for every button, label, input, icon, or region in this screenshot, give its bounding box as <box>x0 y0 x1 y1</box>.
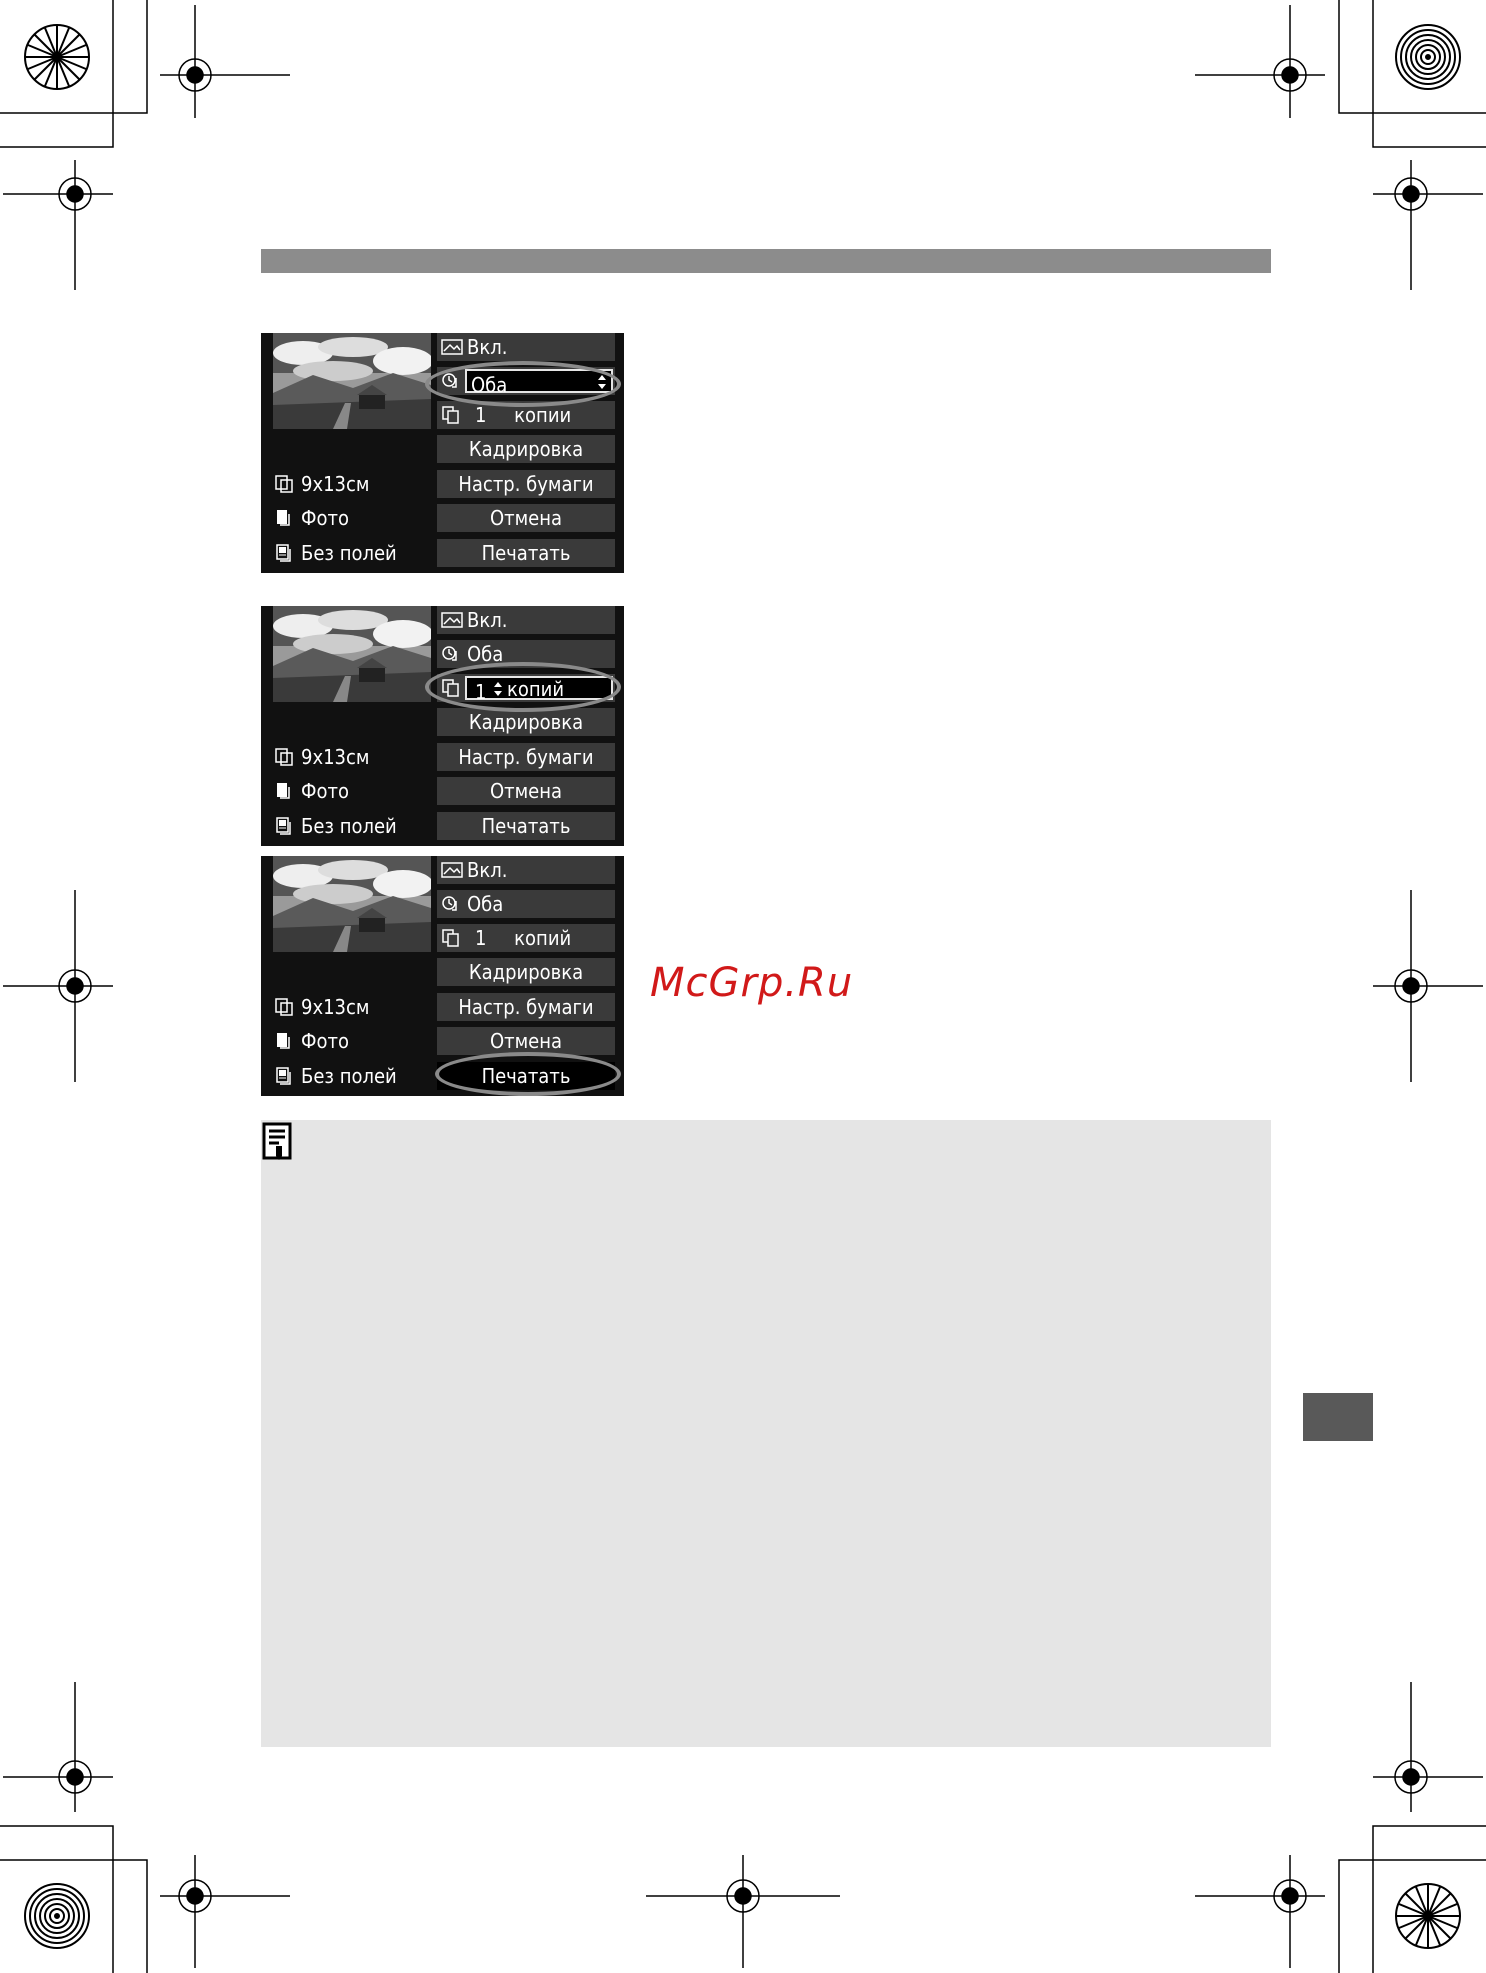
page-layout-info: Без полей <box>273 812 433 840</box>
camera-print-screen <box>261 856 624 1096</box>
paper-type-info: Фото <box>273 777 433 805</box>
date-print-row[interactable] <box>437 367 615 395</box>
cancel-button[interactable]: Отмена <box>437 1027 615 1055</box>
copies-number: 1 <box>475 403 487 427</box>
cancel-button[interactable]: Отмена <box>437 504 615 532</box>
cancel-button[interactable]: Отмена <box>437 777 615 805</box>
crop-mark-bottom-right <box>1373 1826 1486 1973</box>
paper-settings-button[interactable]: Настр. бумаги <box>437 470 615 498</box>
crosshair-target <box>1373 160 1483 290</box>
watermark-text: McGrp.Ru <box>650 960 854 1006</box>
paper-size-info: 9x13см <box>273 743 433 771</box>
page-layout-icon <box>275 1067 295 1085</box>
chapter-side-tab <box>1303 1393 1373 1441</box>
page-layout-info: Без полей <box>273 1062 433 1090</box>
crosshair-target <box>160 1855 290 1968</box>
paper-type-info: Фото <box>273 504 433 532</box>
crosshair-target <box>160 5 290 118</box>
date-print-icon <box>441 895 463 913</box>
copies-row[interactable] <box>437 924 615 952</box>
camera-print-screen <box>261 333 624 573</box>
print-effect-icon <box>441 611 463 629</box>
paper-type-icon <box>275 509 295 527</box>
paper-type-icon <box>275 782 295 800</box>
note-panel <box>261 1120 1271 1747</box>
print-button[interactable]: Печатать <box>437 539 615 567</box>
page-layout-icon <box>275 817 295 835</box>
updown-arrow-icon <box>597 374 607 390</box>
copies-icon <box>441 679 463 697</box>
photo-thumbnail <box>273 856 431 952</box>
section-header-bar <box>261 249 1271 273</box>
starburst-top-left <box>25 25 89 89</box>
crosshair-target <box>1373 1682 1483 1812</box>
date-print-value: Оба <box>467 642 504 666</box>
paper-size-info: 9x13см <box>273 470 433 498</box>
copies-row[interactable] <box>437 674 615 702</box>
paper-size-icon <box>275 998 295 1016</box>
copies-icon <box>441 929 463 947</box>
copies-label: копий <box>514 926 572 950</box>
crop-button[interactable]: Кадрировка <box>437 958 615 986</box>
print-effect-icon <box>441 861 463 879</box>
note-memo-icon <box>262 1122 294 1162</box>
crosshair-target <box>1195 1855 1325 1968</box>
crosshair-target <box>1373 890 1483 1082</box>
date-print-value: Оба <box>467 892 504 916</box>
concentric-disc-bottom-left <box>25 1884 89 1948</box>
print-effect-icon <box>441 338 463 356</box>
paper-size-info: 9x13см <box>273 993 433 1021</box>
crosshair-target <box>1195 5 1325 118</box>
paper-settings-button[interactable]: Настр. бумаги <box>437 743 615 771</box>
paper-type-info: Фото <box>273 1027 433 1055</box>
crop-button[interactable]: Кадрировка <box>437 708 615 736</box>
print-button[interactable]: Печатать <box>437 1062 615 1090</box>
print-effect-row[interactable] <box>437 333 615 361</box>
crosshair-target <box>3 160 113 290</box>
starburst-bottom-right <box>1396 1884 1460 1948</box>
paper-settings-button[interactable]: Настр. бумаги <box>437 993 615 1021</box>
print-effect-value: Вкл. <box>467 608 508 632</box>
paper-size-icon <box>275 475 295 493</box>
date-print-row[interactable] <box>437 890 615 918</box>
print-effect-value: Вкл. <box>467 335 508 359</box>
print-effect-row[interactable] <box>437 856 615 884</box>
date-print-row[interactable] <box>437 640 615 668</box>
crop-button[interactable]: Кадрировка <box>437 435 615 463</box>
copies-number: 1 <box>475 680 487 704</box>
page-layout-info: Без полей <box>273 539 433 567</box>
paper-type-icon <box>275 1032 295 1050</box>
date-print-icon <box>441 645 463 663</box>
concentric-disc-top-right <box>1396 25 1460 89</box>
crosshair-target <box>3 1682 113 1812</box>
page-layout-icon <box>275 544 295 562</box>
copies-icon <box>441 406 463 424</box>
crosshair-target <box>3 890 113 1082</box>
copies-label: копии <box>514 403 572 427</box>
copies-number: 1 <box>475 926 487 950</box>
photo-thumbnail <box>273 333 431 429</box>
photo-thumbnail <box>273 606 431 702</box>
print-effect-value: Вкл. <box>467 858 508 882</box>
crosshair-target <box>646 1855 840 1968</box>
date-print-icon <box>441 372 463 390</box>
copies-label: копий <box>507 677 565 701</box>
copies-row[interactable] <box>437 401 615 429</box>
camera-print-screen <box>261 606 624 846</box>
print-button[interactable]: Печатать <box>437 812 615 840</box>
date-print-value: Оба <box>471 373 508 397</box>
print-effect-row[interactable] <box>437 606 615 634</box>
updown-arrow-icon <box>493 681 503 697</box>
paper-size-icon <box>275 748 295 766</box>
